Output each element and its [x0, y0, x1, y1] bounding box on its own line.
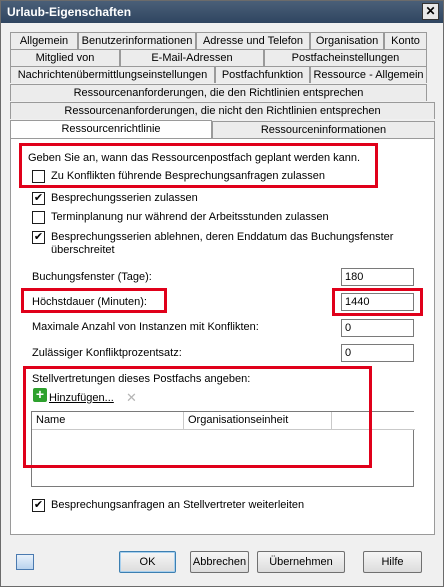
max-conflict-instances-input[interactable]: 0 [341, 319, 414, 337]
conflict-percentage-label: Zulässiger Konfliktprozentsatz: [32, 347, 182, 359]
max-duration-label: Höchstdauer (Minuten): [32, 296, 147, 308]
tab-postfacheinstellungen[interactable]: Postfacheinstellungen [264, 49, 427, 66]
max-duration-input[interactable]: 1440 [341, 293, 414, 311]
working-hours-label: Terminplanung nur während der Arbeitsstunden zulassen [51, 211, 329, 223]
tab-mitglied-von[interactable]: Mitglied von [10, 49, 120, 66]
column-header-spacer [332, 412, 415, 430]
tab-ressourcenanforderungen-entsprechen[interactable]: Ressourcenanforderungen, die den Richtlinien entsprechen [10, 84, 427, 101]
tab-konto[interactable]: Konto [384, 32, 427, 49]
reject-beyond-window-label: Besprechungsserien ablehnen, deren Enddatum das Buchungsfenster [51, 231, 394, 243]
tab-benutzerinformationen[interactable]: Benutzerinformationen [78, 32, 196, 49]
booking-window-label: Buchungsfenster (Tage): [32, 271, 152, 283]
allow-recurring-checkbox[interactable]: ✔ [33, 192, 44, 204]
tab-postfachfunktion[interactable]: Postfachfunktion [215, 66, 310, 83]
tab-ressourcenanforderungen-nicht-entsprechen[interactable]: Ressourcenanforderungen, die nicht den Richtlinien entsprechen [10, 102, 435, 119]
tab-ressource-allgemein[interactable]: Ressource - Allgemein [310, 66, 427, 83]
close-button[interactable]: ✕ [422, 3, 439, 20]
add-icon[interactable]: + [33, 388, 47, 402]
title-bar [1, 1, 443, 23]
column-header-organisationseinheit[interactable]: Organisationseinheit [184, 412, 332, 430]
allow-conflicts-checkbox[interactable] [32, 170, 45, 183]
forward-requests-checkbox[interactable]: ✔ [33, 499, 44, 511]
properties-icon [16, 554, 34, 570]
max-conflict-instances-label: Maximale Anzahl von Instanzen mit Konflikten: [32, 321, 259, 333]
tab-nachrichtenuebermittlung[interactable]: Nachrichtenübermittlungseinstellungen [10, 66, 215, 83]
delegates-list[interactable] [31, 411, 414, 487]
tab-ressourcenrichtlinie[interactable]: Ressourcenrichtlinie [10, 120, 212, 138]
column-header-name[interactable]: Name [32, 412, 184, 430]
working-hours-checkbox[interactable] [32, 211, 45, 224]
apply-button[interactable]: Übernehmen [257, 551, 345, 573]
cancel-button[interactable]: Abbrechen [190, 551, 249, 573]
booking-window-input[interactable]: 180 [341, 268, 414, 286]
window-title: Urlaub-Eigenschaften [7, 5, 132, 19]
allow-recurring-label: Besprechungsserien zulassen [51, 192, 198, 204]
allow-conflicts-label: Zu Konflikten führende Besprechungsanfragen zulassen [51, 170, 325, 182]
tab-allgemein[interactable]: Allgemein [10, 32, 78, 49]
reject-beyond-window-checkbox[interactable]: ✔ [33, 231, 44, 243]
ok-button[interactable]: OK [119, 551, 176, 573]
help-button[interactable]: Hilfe [363, 551, 422, 573]
conflict-percentage-input[interactable]: 0 [341, 344, 414, 362]
tab-organisation[interactable]: Organisation [310, 32, 384, 49]
policy-intro-text: Geben Sie an, wann das Ressourcenpostfach geplant werden kann. [28, 152, 361, 164]
tab-email-adressen[interactable]: E-Mail-Adressen [120, 49, 264, 66]
delegates-heading: Stellvertretungen dieses Postfachs angeben: [32, 373, 251, 385]
add-delegate-button[interactable]: Hinzufügen... [49, 392, 114, 404]
tab-ressourceninformationen[interactable]: Ressourceninformationen [212, 121, 435, 138]
remove-icon[interactable]: ✕ [126, 390, 137, 405]
reject-beyond-window-label-line2: überschreitet [51, 244, 115, 256]
tab-adresse-telefon[interactable]: Adresse und Telefon [196, 32, 310, 49]
forward-requests-label: Besprechungsanfragen an Stellvertreter weiterleiten [51, 499, 305, 511]
